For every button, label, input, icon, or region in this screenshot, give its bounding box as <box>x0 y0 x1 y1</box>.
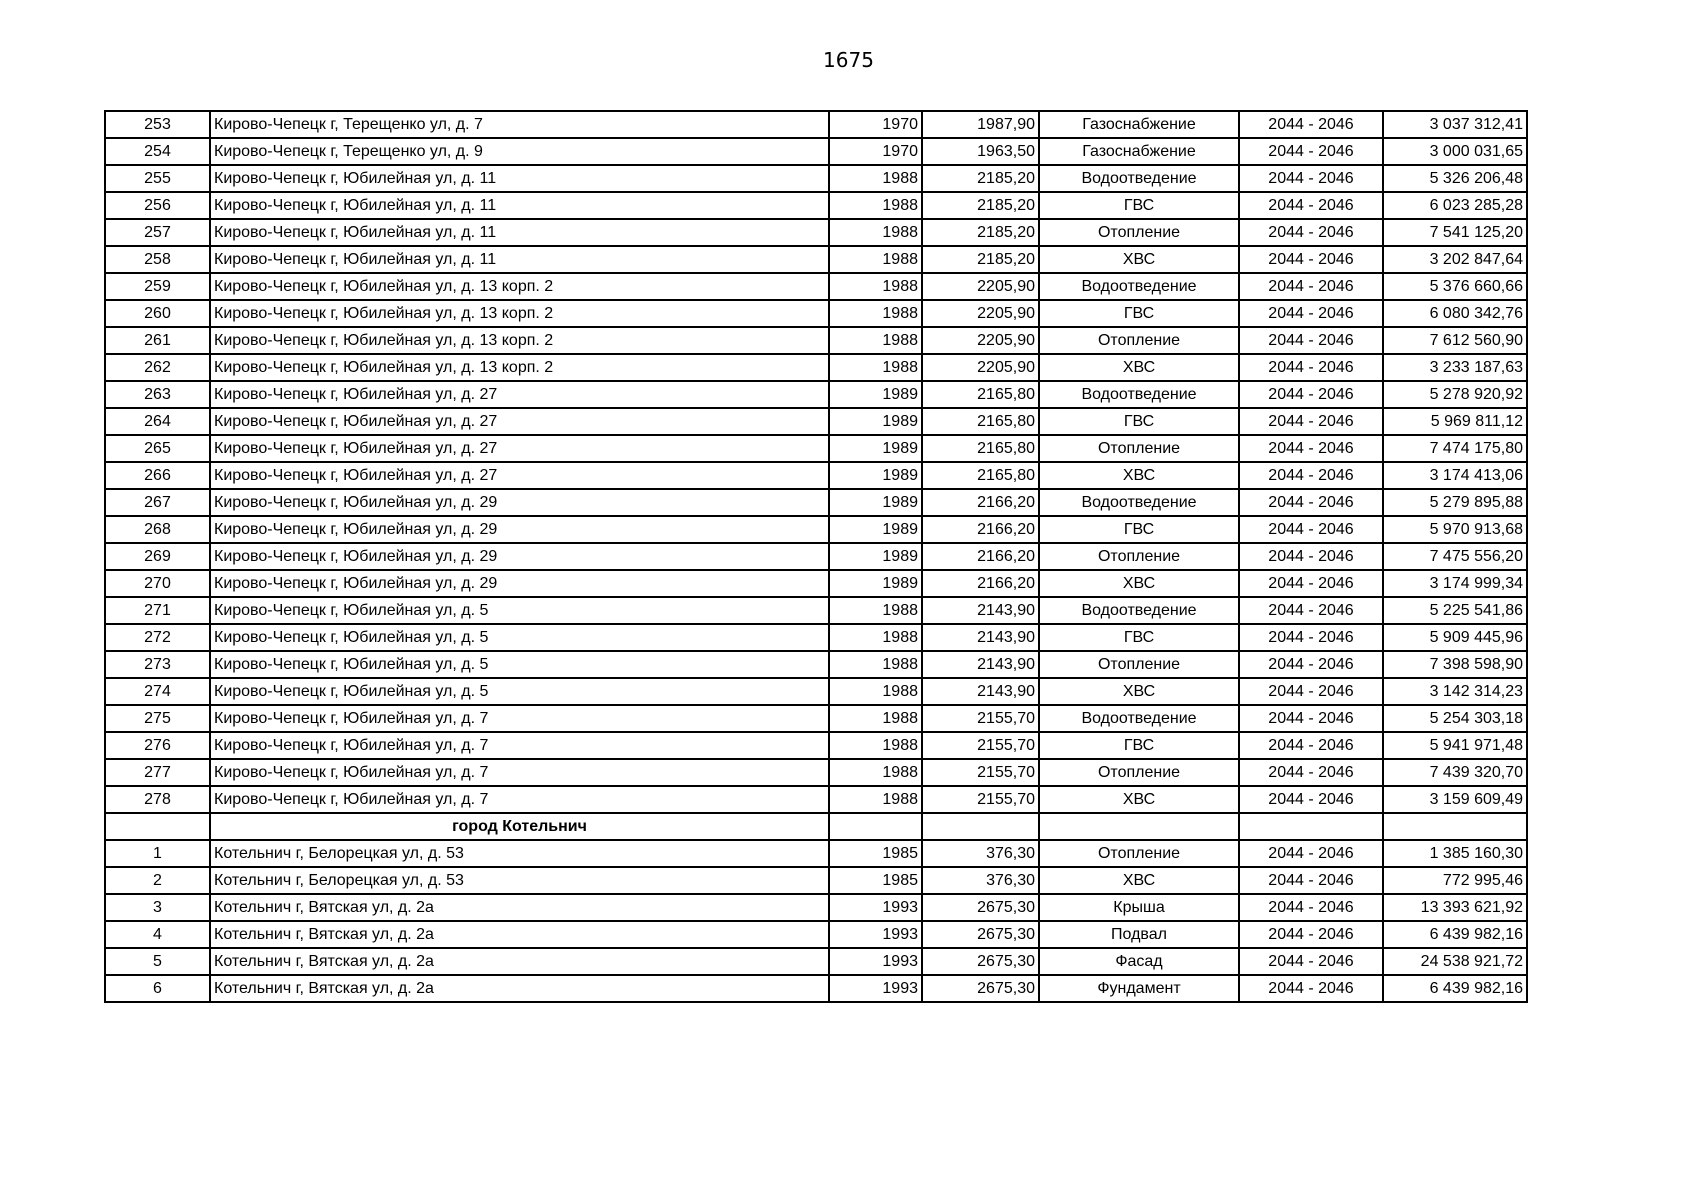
cost-cell: 7 475 556,20 <box>1383 543 1527 570</box>
cost-cell: 7 398 598,90 <box>1383 651 1527 678</box>
cost-cell: 5 279 895,88 <box>1383 489 1527 516</box>
area-cell: 2185,20 <box>922 165 1039 192</box>
area-cell: 376,30 <box>922 867 1039 894</box>
area-cell: 2143,90 <box>922 597 1039 624</box>
year-built-cell: 1970 <box>829 138 922 165</box>
period-cell: 2044 - 2046 <box>1239 921 1383 948</box>
work-type-cell: ХВС <box>1039 867 1239 894</box>
address-cell: Кирово-Чепецк г, Юбилейная ул, д. 7 <box>210 732 829 759</box>
work-type-cell: Крыша <box>1039 894 1239 921</box>
period-cell: 2044 - 2046 <box>1239 138 1383 165</box>
table-row <box>105 165 1527 192</box>
address-cell: Кирово-Чепецк г, Юбилейная ул, д. 27 <box>210 381 829 408</box>
work-type-cell: ХВС <box>1039 786 1239 813</box>
table-row <box>105 975 1527 1002</box>
table-row <box>105 597 1527 624</box>
address-cell: Кирово-Чепецк г, Юбилейная ул, д. 27 <box>210 408 829 435</box>
table-row <box>105 678 1527 705</box>
year-built-cell: 1993 <box>829 894 922 921</box>
cost-cell: 24 538 921,72 <box>1383 948 1527 975</box>
cost-cell: 5 326 206,48 <box>1383 165 1527 192</box>
table-row <box>105 246 1527 273</box>
year-built-cell: 1985 <box>829 867 922 894</box>
year-built-cell: 1989 <box>829 408 922 435</box>
work-type-cell: Отопление <box>1039 759 1239 786</box>
address-cell: Кирово-Чепецк г, Юбилейная ул, д. 7 <box>210 705 829 732</box>
table-row <box>105 921 1527 948</box>
address-cell: Кирово-Чепецк г, Юбилейная ул, д. 11 <box>210 165 829 192</box>
row-number-cell: 273 <box>105 651 210 678</box>
row-number-cell: 267 <box>105 489 210 516</box>
cost-cell: 7 541 125,20 <box>1383 219 1527 246</box>
work-type-cell: ХВС <box>1039 462 1239 489</box>
year-built-cell: 1989 <box>829 435 922 462</box>
cost-cell: 6 023 285,28 <box>1383 192 1527 219</box>
cost-cell: 3 174 999,34 <box>1383 570 1527 597</box>
period-cell: 2044 - 2046 <box>1239 489 1383 516</box>
period-cell: 2044 - 2046 <box>1239 948 1383 975</box>
address-cell: Кирово-Чепецк г, Юбилейная ул, д. 11 <box>210 192 829 219</box>
work-type-cell: Водоотведение <box>1039 165 1239 192</box>
row-number-cell: 269 <box>105 543 210 570</box>
table-row <box>105 408 1527 435</box>
table-row <box>105 867 1527 894</box>
work-type-cell: Газоснабжение <box>1039 111 1239 138</box>
row-number-cell: 258 <box>105 246 210 273</box>
table-row <box>105 759 1527 786</box>
area-cell: 2166,20 <box>922 570 1039 597</box>
period-cell: 2044 - 2046 <box>1239 462 1383 489</box>
row-number-cell: 272 <box>105 624 210 651</box>
year-built-cell: 1988 <box>829 786 922 813</box>
cost-cell: 7 474 175,80 <box>1383 435 1527 462</box>
period-cell <box>1239 813 1383 840</box>
row-number-cell: 264 <box>105 408 210 435</box>
period-cell: 2044 - 2046 <box>1239 354 1383 381</box>
address-cell: Кирово-Чепецк г, Юбилейная ул, д. 5 <box>210 597 829 624</box>
work-type-cell: ХВС <box>1039 678 1239 705</box>
area-cell: 2185,20 <box>922 192 1039 219</box>
row-number-cell: 277 <box>105 759 210 786</box>
row-number-cell: 5 <box>105 948 210 975</box>
work-type-cell: Отопление <box>1039 219 1239 246</box>
year-built-cell: 1988 <box>829 678 922 705</box>
area-cell: 2675,30 <box>922 921 1039 948</box>
table-row <box>105 273 1527 300</box>
row-number-cell: 263 <box>105 381 210 408</box>
year-built-cell: 1988 <box>829 705 922 732</box>
row-number-cell: 276 <box>105 732 210 759</box>
table-row <box>105 786 1527 813</box>
cost-cell: 5 941 971,48 <box>1383 732 1527 759</box>
period-cell: 2044 - 2046 <box>1239 975 1383 1002</box>
cost-cell: 5 376 660,66 <box>1383 273 1527 300</box>
area-cell: 2675,30 <box>922 975 1039 1002</box>
area-cell: 2185,20 <box>922 246 1039 273</box>
year-built-cell: 1988 <box>829 624 922 651</box>
year-built-cell: 1989 <box>829 462 922 489</box>
area-cell: 376,30 <box>922 840 1039 867</box>
work-type-cell: Фундамент <box>1039 975 1239 1002</box>
area-cell: 2166,20 <box>922 489 1039 516</box>
year-built-cell: 1988 <box>829 273 922 300</box>
work-type-cell: Фасад <box>1039 948 1239 975</box>
year-built-cell: 1988 <box>829 165 922 192</box>
period-cell: 2044 - 2046 <box>1239 516 1383 543</box>
period-cell: 2044 - 2046 <box>1239 543 1383 570</box>
year-built-cell: 1988 <box>829 651 922 678</box>
year-built-cell: 1988 <box>829 327 922 354</box>
period-cell: 2044 - 2046 <box>1239 381 1383 408</box>
address-cell: Кирово-Чепецк г, Юбилейная ул, д. 29 <box>210 570 829 597</box>
row-number-cell: 265 <box>105 435 210 462</box>
area-cell: 2675,30 <box>922 894 1039 921</box>
year-built-cell: 1989 <box>829 543 922 570</box>
address-cell: Кирово-Чепецк г, Юбилейная ул, д. 5 <box>210 624 829 651</box>
address-cell: Котельнич г, Вятская ул, д. 2а <box>210 948 829 975</box>
cost-cell: 5 970 913,68 <box>1383 516 1527 543</box>
area-cell: 2205,90 <box>922 273 1039 300</box>
address-cell: Кирово-Чепецк г, Юбилейная ул, д. 27 <box>210 435 829 462</box>
area-cell: 2166,20 <box>922 543 1039 570</box>
table-row <box>105 948 1527 975</box>
work-type-cell: ГВС <box>1039 300 1239 327</box>
cost-cell: 6 080 342,76 <box>1383 300 1527 327</box>
area-cell: 2185,20 <box>922 219 1039 246</box>
period-cell: 2044 - 2046 <box>1239 705 1383 732</box>
area-cell: 2205,90 <box>922 354 1039 381</box>
period-cell: 2044 - 2046 <box>1239 327 1383 354</box>
work-type-cell: ГВС <box>1039 516 1239 543</box>
period-cell: 2044 - 2046 <box>1239 894 1383 921</box>
work-type-cell: Отопление <box>1039 327 1239 354</box>
year-built-cell: 1988 <box>829 354 922 381</box>
table-row <box>105 192 1527 219</box>
table-row <box>105 543 1527 570</box>
row-number-cell: 253 <box>105 111 210 138</box>
work-type-cell: Отопление <box>1039 651 1239 678</box>
table-row <box>105 732 1527 759</box>
area-cell: 2165,80 <box>922 381 1039 408</box>
area-cell: 2675,30 <box>922 948 1039 975</box>
register-body <box>105 111 1527 1002</box>
work-type-cell: Водоотведение <box>1039 705 1239 732</box>
address-cell: Кирово-Чепецк г, Юбилейная ул, д. 11 <box>210 246 829 273</box>
cost-cell: 3 159 609,49 <box>1383 786 1527 813</box>
period-cell: 2044 - 2046 <box>1239 651 1383 678</box>
row-number-cell: 1 <box>105 840 210 867</box>
address-cell: Кирово-Чепецк г, Юбилейная ул, д. 13 корп. 2 <box>210 354 829 381</box>
address-cell: Кирово-Чепецк г, Юбилейная ул, д. 29 <box>210 516 829 543</box>
period-cell: 2044 - 2046 <box>1239 408 1383 435</box>
table-row <box>105 489 1527 516</box>
year-built-cell: 1989 <box>829 570 922 597</box>
row-number-cell: 2 <box>105 867 210 894</box>
row-number-cell: 4 <box>105 921 210 948</box>
table-row <box>105 624 1527 651</box>
work-type-cell: ГВС <box>1039 732 1239 759</box>
address-cell: Котельнич г, Белорецкая ул, д. 53 <box>210 840 829 867</box>
table-row <box>105 705 1527 732</box>
cost-cell: 3 000 031,65 <box>1383 138 1527 165</box>
work-type-cell: Водоотведение <box>1039 597 1239 624</box>
year-built-cell: 1993 <box>829 948 922 975</box>
work-type-cell: Водоотведение <box>1039 489 1239 516</box>
area-cell: 2165,80 <box>922 435 1039 462</box>
work-type-cell: ГВС <box>1039 408 1239 435</box>
work-type-cell: ГВС <box>1039 192 1239 219</box>
year-built-cell: 1989 <box>829 381 922 408</box>
address-cell: Кирово-Чепецк г, Юбилейная ул, д. 13 корп. 2 <box>210 300 829 327</box>
cost-cell: 3 037 312,41 <box>1383 111 1527 138</box>
address-cell: Кирово-Чепецк г, Терещенко ул, д. 9 <box>210 138 829 165</box>
table-row <box>105 651 1527 678</box>
table-row <box>105 894 1527 921</box>
row-number-cell: 260 <box>105 300 210 327</box>
address-cell: Кирово-Чепецк г, Юбилейная ул, д. 11 <box>210 219 829 246</box>
table-row <box>105 354 1527 381</box>
period-cell: 2044 - 2046 <box>1239 300 1383 327</box>
cost-cell: 3 174 413,06 <box>1383 462 1527 489</box>
table-row <box>105 516 1527 543</box>
address-cell: Кирово-Чепецк г, Юбилейная ул, д. 27 <box>210 462 829 489</box>
cost-cell: 6 439 982,16 <box>1383 975 1527 1002</box>
year-built-cell: 1988 <box>829 219 922 246</box>
table-row <box>105 462 1527 489</box>
cost-cell <box>1383 813 1527 840</box>
period-cell: 2044 - 2046 <box>1239 273 1383 300</box>
year-built-cell: 1988 <box>829 246 922 273</box>
row-number-cell: 271 <box>105 597 210 624</box>
area-cell: 2165,80 <box>922 462 1039 489</box>
cost-cell: 7 439 320,70 <box>1383 759 1527 786</box>
table-row <box>105 570 1527 597</box>
area-cell: 1963,50 <box>922 138 1039 165</box>
register-table <box>104 110 1528 1003</box>
cost-cell: 5 254 303,18 <box>1383 705 1527 732</box>
cost-cell: 5 225 541,86 <box>1383 597 1527 624</box>
period-cell: 2044 - 2046 <box>1239 732 1383 759</box>
work-type-cell: Подвал <box>1039 921 1239 948</box>
row-number-cell: 274 <box>105 678 210 705</box>
period-cell: 2044 - 2046 <box>1239 570 1383 597</box>
year-built-cell: 1985 <box>829 840 922 867</box>
cost-cell: 6 439 982,16 <box>1383 921 1527 948</box>
cost-cell: 7 612 560,90 <box>1383 327 1527 354</box>
work-type-cell: ХВС <box>1039 570 1239 597</box>
row-number-cell: 254 <box>105 138 210 165</box>
area-cell: 2155,70 <box>922 759 1039 786</box>
year-built-cell: 1989 <box>829 489 922 516</box>
table-row <box>105 435 1527 462</box>
year-built-cell: 1988 <box>829 732 922 759</box>
work-type-cell: Водоотведение <box>1039 273 1239 300</box>
period-cell: 2044 - 2046 <box>1239 759 1383 786</box>
address-cell: Кирово-Чепецк г, Юбилейная ул, д. 7 <box>210 759 829 786</box>
work-type-cell: ГВС <box>1039 624 1239 651</box>
area-cell: 2166,20 <box>922 516 1039 543</box>
address-cell: Кирово-Чепецк г, Юбилейная ул, д. 7 <box>210 786 829 813</box>
table-row <box>105 381 1527 408</box>
cost-cell: 5 969 811,12 <box>1383 408 1527 435</box>
address-cell: Котельнич г, Вятская ул, д. 2а <box>210 921 829 948</box>
work-type-cell: ХВС <box>1039 354 1239 381</box>
work-type-cell: Отопление <box>1039 543 1239 570</box>
work-type-cell: Отопление <box>1039 840 1239 867</box>
cost-cell: 5 909 445,96 <box>1383 624 1527 651</box>
area-cell: 2143,90 <box>922 624 1039 651</box>
year-built-cell: 1989 <box>829 516 922 543</box>
period-cell: 2044 - 2046 <box>1239 246 1383 273</box>
cost-cell: 772 995,46 <box>1383 867 1527 894</box>
area-cell: 2205,90 <box>922 327 1039 354</box>
period-cell: 2044 - 2046 <box>1239 840 1383 867</box>
table-row <box>105 138 1527 165</box>
area-cell: 2143,90 <box>922 678 1039 705</box>
page-number: 1675 <box>823 48 874 72</box>
year-built-cell <box>829 813 922 840</box>
row-number-cell: 6 <box>105 975 210 1002</box>
cost-cell: 3 142 314,23 <box>1383 678 1527 705</box>
period-cell: 2044 - 2046 <box>1239 435 1383 462</box>
area-cell: 2155,70 <box>922 732 1039 759</box>
cost-cell: 1 385 160,30 <box>1383 840 1527 867</box>
address-cell: Котельнич г, Вятская ул, д. 2а <box>210 894 829 921</box>
address-cell: Кирово-Чепецк г, Юбилейная ул, д. 29 <box>210 489 829 516</box>
section-header-row <box>105 813 1527 840</box>
year-built-cell: 1970 <box>829 111 922 138</box>
row-number-cell: 256 <box>105 192 210 219</box>
cost-cell: 5 278 920,92 <box>1383 381 1527 408</box>
period-cell: 2044 - 2046 <box>1239 192 1383 219</box>
period-cell: 2044 - 2046 <box>1239 111 1383 138</box>
table-row <box>105 300 1527 327</box>
row-number-cell: 3 <box>105 894 210 921</box>
period-cell: 2044 - 2046 <box>1239 219 1383 246</box>
area-cell <box>922 813 1039 840</box>
cost-cell: 3 202 847,64 <box>1383 246 1527 273</box>
cost-cell: 3 233 187,63 <box>1383 354 1527 381</box>
address-cell: Котельнич г, Белорецкая ул, д. 53 <box>210 867 829 894</box>
year-built-cell: 1993 <box>829 975 922 1002</box>
period-cell: 2044 - 2046 <box>1239 678 1383 705</box>
address-cell: Кирово-Чепецк г, Юбилейная ул, д. 13 корп. 2 <box>210 327 829 354</box>
table-row <box>105 840 1527 867</box>
row-number-cell: 262 <box>105 354 210 381</box>
work-type-cell: Газоснабжение <box>1039 138 1239 165</box>
row-number-cell: 278 <box>105 786 210 813</box>
row-number-cell: 257 <box>105 219 210 246</box>
area-cell: 2155,70 <box>922 705 1039 732</box>
area-cell: 2205,90 <box>922 300 1039 327</box>
work-type-cell: Отопление <box>1039 435 1239 462</box>
area-cell: 1987,90 <box>922 111 1039 138</box>
table-row <box>105 219 1527 246</box>
year-built-cell: 1993 <box>829 921 922 948</box>
work-type-cell <box>1039 813 1239 840</box>
address-cell: Кирово-Чепецк г, Юбилейная ул, д. 5 <box>210 651 829 678</box>
area-cell: 2155,70 <box>922 786 1039 813</box>
period-cell: 2044 - 2046 <box>1239 786 1383 813</box>
address-cell: Кирово-Чепецк г, Юбилейная ул, д. 13 корп. 2 <box>210 273 829 300</box>
year-built-cell: 1988 <box>829 300 922 327</box>
period-cell: 2044 - 2046 <box>1239 165 1383 192</box>
period-cell: 2044 - 2046 <box>1239 624 1383 651</box>
area-cell: 2143,90 <box>922 651 1039 678</box>
cost-cell: 13 393 621,92 <box>1383 894 1527 921</box>
year-built-cell: 1988 <box>829 192 922 219</box>
row-number-cell: 266 <box>105 462 210 489</box>
row-number-cell: 268 <box>105 516 210 543</box>
address-cell: Кирово-Чепецк г, Юбилейная ул, д. 29 <box>210 543 829 570</box>
row-number-cell: 261 <box>105 327 210 354</box>
work-type-cell: Водоотведение <box>1039 381 1239 408</box>
year-built-cell: 1988 <box>829 597 922 624</box>
address-cell: Кирово-Чепецк г, Терещенко ул, д. 7 <box>210 111 829 138</box>
address-cell: Котельнич г, Вятская ул, д. 2а <box>210 975 829 1002</box>
period-cell: 2044 - 2046 <box>1239 867 1383 894</box>
row-number-cell: 270 <box>105 570 210 597</box>
work-type-cell: ХВС <box>1039 246 1239 273</box>
section-title: город Котельнич <box>210 813 829 840</box>
row-number-cell <box>105 813 210 840</box>
period-cell: 2044 - 2046 <box>1239 597 1383 624</box>
area-cell: 2165,80 <box>922 408 1039 435</box>
row-number-cell: 259 <box>105 273 210 300</box>
table-row <box>105 111 1527 138</box>
row-number-cell: 255 <box>105 165 210 192</box>
address-cell: Кирово-Чепецк г, Юбилейная ул, д. 5 <box>210 678 829 705</box>
year-built-cell: 1988 <box>829 759 922 786</box>
table-row <box>105 327 1527 354</box>
row-number-cell: 275 <box>105 705 210 732</box>
